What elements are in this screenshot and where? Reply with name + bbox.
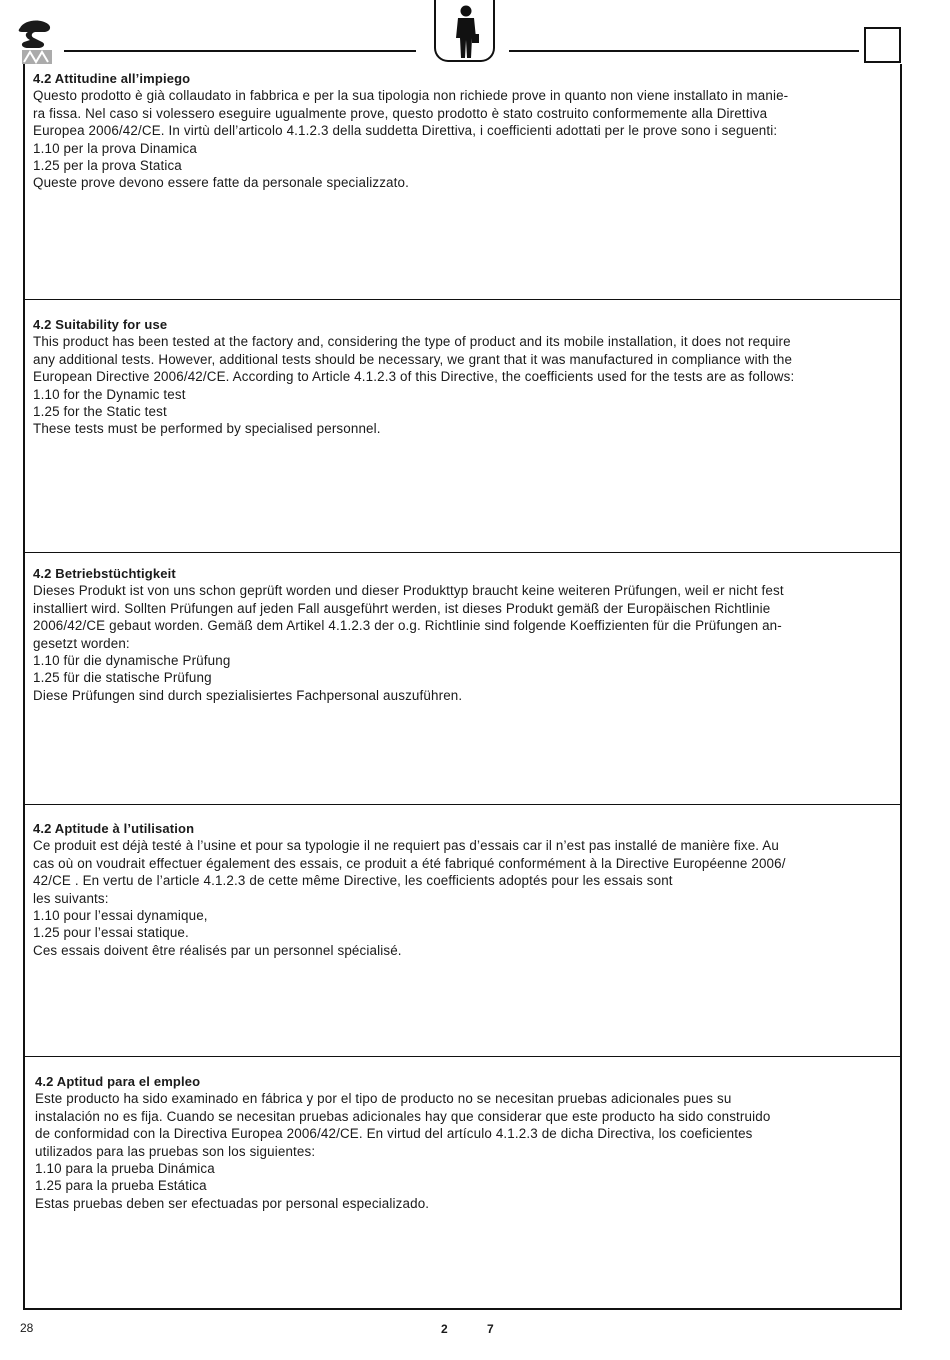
section-line: Diese Prüfungen sind durch spezialisiertes Fachpersonal auszuführen.: [33, 687, 463, 703]
section-line: 1.10 for the Dynamic test: [33, 386, 186, 402]
section-line: European Directive 2006/42/CE. According to Article 4.1.2.3 of this Directive, the coefficients used for the tests are as follows:: [33, 369, 795, 385]
section-title: 4.2 Suitability for use: [33, 317, 168, 332]
section-line: 1.25 per la prova Statica: [33, 158, 182, 174]
section-line: 1.10 pour l’essai dynamique,: [33, 908, 208, 924]
section-line: de conformidad con la Directiva Europea 2006/42/CE. En virtud del artículo 4.1.2.3 de dicha Directiva, los coeficientes: [35, 1126, 753, 1142]
section-line: Ce produit est déjà testé à l’usine et pour sa typologie il ne requiert pas d’essais car il n’est pas installé de manière fixe. Au: [33, 838, 779, 854]
section-divider: [25, 552, 900, 553]
section-line: Europea 2006/42/CE. In virtù dell’articolo 4.1.2.3 della suddetta Direttiva, i coefficienti adottati per le prove sono i seguenti:: [33, 123, 778, 139]
section-line: Este producto ha sido examinado en fábrica y por el tipo de producto no se necesitan pruebas adicionales pues su: [35, 1091, 732, 1107]
section-line: 1.10 per la prova Dinamica: [33, 140, 197, 156]
section-title: 4.2 Aptitude à l’utilisation: [33, 821, 195, 836]
section-line: 2006/42/CE gebaut worden. Gemäß dem Artikel 4.1.2.3 der o.g. Richtlinie sind folgende Koeffizienten für die Prüfungen an-: [33, 618, 782, 634]
section-line: This product has been tested at the factory and, considering the type of product and its mobile installation, it does not require: [33, 334, 791, 350]
section-french: [25, 820, 900, 959]
section-line: 1.10 para la prueba Dinámica: [35, 1161, 215, 1177]
corner-marker-box: [864, 27, 901, 63]
footer-code-a: 2: [441, 1322, 448, 1336]
section-line: Dieses Produkt ist von uns schon geprüft worden und dieser Produkttyp braucht keine weiteren Prüfungen, weil er nicht fest: [33, 583, 784, 599]
section-line: ra fissa. Nel caso si volessero eseguire ugualmente prove, questo prodotto è stato costruito conformemente alla Direttiva: [33, 105, 768, 121]
header-pictogram-frame: [434, 0, 495, 62]
section-line: les suivants:: [33, 890, 109, 906]
section-divider: [25, 299, 900, 300]
operator-person-icon: [452, 4, 480, 60]
section-line: any additional tests. However, additional tests should be necessary, we grant that it was manufactured in compliance with the: [33, 351, 793, 367]
section-title: 4.2 Betriebstüchtigkeit: [33, 566, 176, 581]
section-line: These tests must be performed by specialised personnel.: [33, 421, 381, 437]
brand-logo-icon: [16, 18, 58, 66]
section-line: gesetzt worden:: [33, 635, 130, 651]
section-line: Queste prove devono essere fatte da personale specializzato.: [33, 175, 409, 191]
section-line: 1.25 pour l’essai statique.: [33, 925, 189, 941]
section-line: 1.10 für die dynamische Prüfung: [33, 653, 231, 669]
section-line: instalación no es fija. Cuando se necesitan pruebas adicionales hay que considerar que este producto ha sido construido: [35, 1108, 771, 1124]
section-line: Estas pruebas deben ser efectuadas por personal especializado.: [35, 1195, 430, 1211]
section-german: [25, 565, 900, 704]
section-divider: [25, 1056, 900, 1057]
section-line: utilizados para las pruebas son los siguientes:: [35, 1143, 316, 1159]
header-rule-right: [509, 50, 859, 52]
section-spanish: [25, 1073, 900, 1212]
header-rule-left: [64, 50, 416, 52]
section-line: 1.25 para la prueba Estática: [35, 1178, 207, 1194]
page-number: 28: [20, 1321, 34, 1335]
section-italian: [25, 70, 900, 192]
section-line: installiert wird. Sollten Prüfungen auf jeden Fall ausgeführt werden, ist dieses Produkt gemäß der Europäischen Richtlinie: [33, 600, 771, 616]
section-title: 4.2 Aptitud para el empleo: [35, 1074, 201, 1089]
section-line: cas où on voudrait effectuer également des essais, ce produit a été fabriqué conformément à la Directive Européenne 2006/: [33, 855, 786, 871]
section-line: 42/CE . En vertu de l’article 4.1.2.3 de cette même Directive, les coefficients adoptés pour les essais sont: [33, 873, 673, 889]
section-line: 1.25 for the Static test: [33, 404, 167, 420]
footer-code-b: 7: [487, 1322, 494, 1336]
section-line: Ces essais doivent être réalisés par un personnel spécialisé.: [33, 942, 402, 958]
section-title: 4.2 Attitudine all’impiego: [33, 71, 191, 86]
section-english: [25, 316, 900, 438]
section-divider: [25, 804, 900, 805]
section-line: Questo prodotto è già collaudato in fabbrica e per la sua tipologia non richiede prove in quanto non viene installato in manie-: [33, 88, 789, 104]
section-line: 1.25 für die statische Prüfung: [33, 670, 212, 686]
